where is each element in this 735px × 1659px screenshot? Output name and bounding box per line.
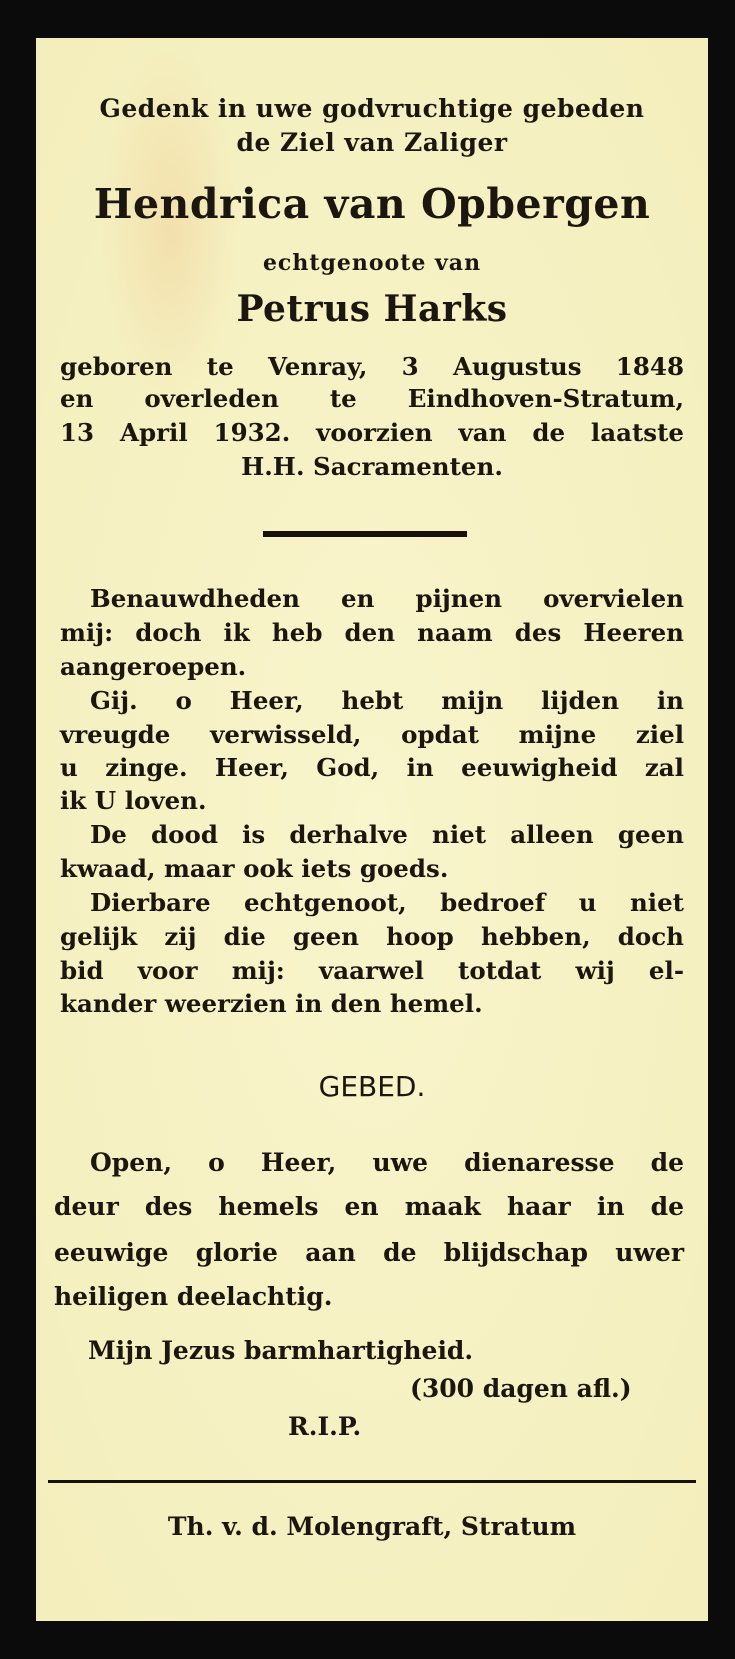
verse-line: mij: doch ik heb den naam des Heeren bbox=[60, 618, 684, 647]
verse-line: u zinge. Heer, God, in eeuwigheid zal bbox=[60, 753, 684, 782]
verse-line: vreugde verwisseld, opdat mijne ziel bbox=[60, 720, 684, 749]
prayer-line: deur des hemels en maak haar in de bbox=[54, 1192, 684, 1221]
verse-line: Dierbare echtgenoot, bedroef u niet bbox=[90, 888, 684, 917]
intro-line-2: de Ziel van Zaliger bbox=[236, 128, 508, 157]
bio-line: en overleden te Eindhoven-Stratum, bbox=[60, 384, 684, 413]
verse-line: kander weerzien in den hemel. bbox=[60, 989, 483, 1018]
relation-text: echtgenoote van bbox=[262, 250, 482, 276]
bio-line: 13 April 1932. voorzien van de laatste bbox=[60, 418, 684, 447]
deceased-name: Hendrica van Opbergen bbox=[93, 180, 651, 228]
divider-long bbox=[48, 1480, 696, 1483]
verse-line: gelijk zij die geen hoop hebben, doch bbox=[60, 922, 684, 951]
ejaculation-text: Mijn Jezus barmhartigheid. bbox=[88, 1336, 474, 1365]
bio-line: geboren te Venray, 3 Augustus 1848 bbox=[60, 352, 684, 381]
verse-line: kwaad, maar ook iets goeds. bbox=[60, 854, 449, 883]
indulgence-text: (300 dagen afl.) bbox=[410, 1374, 632, 1403]
bio-line: H.H. Sacramenten. bbox=[241, 452, 503, 481]
card-paper bbox=[36, 38, 708, 1621]
prayer-line: heiligen deelachtig. bbox=[54, 1282, 333, 1311]
verse-line: Gij. o Heer, hebt mijn lijden in bbox=[90, 686, 684, 715]
verse-line: Benauwdheden en pijnen overvielen bbox=[90, 584, 684, 613]
spouse-name: Petrus Harks bbox=[236, 288, 508, 330]
divider-short bbox=[263, 531, 467, 537]
verse-line: aangeroepen. bbox=[60, 652, 247, 681]
prayer-line: Open, o Heer, uwe dienaresse de bbox=[90, 1148, 684, 1177]
verse-line: bid voor mij: vaarwel totdat wij el- bbox=[60, 956, 684, 985]
verse-line: ik U loven. bbox=[60, 786, 207, 815]
printer-credit: Th. v. d. Molengraft, Stratum bbox=[167, 1512, 577, 1541]
intro-line-1: Gedenk in uwe godvruchtige gebeden bbox=[99, 94, 645, 123]
prayer-line: eeuwige glorie aan de blijdschap uwer bbox=[54, 1238, 684, 1267]
rip-text: R.I.P. bbox=[288, 1412, 362, 1441]
prayer-heading: GEBED. bbox=[318, 1070, 426, 1103]
verse-line: De dood is derhalve niet alleen geen bbox=[90, 820, 684, 849]
